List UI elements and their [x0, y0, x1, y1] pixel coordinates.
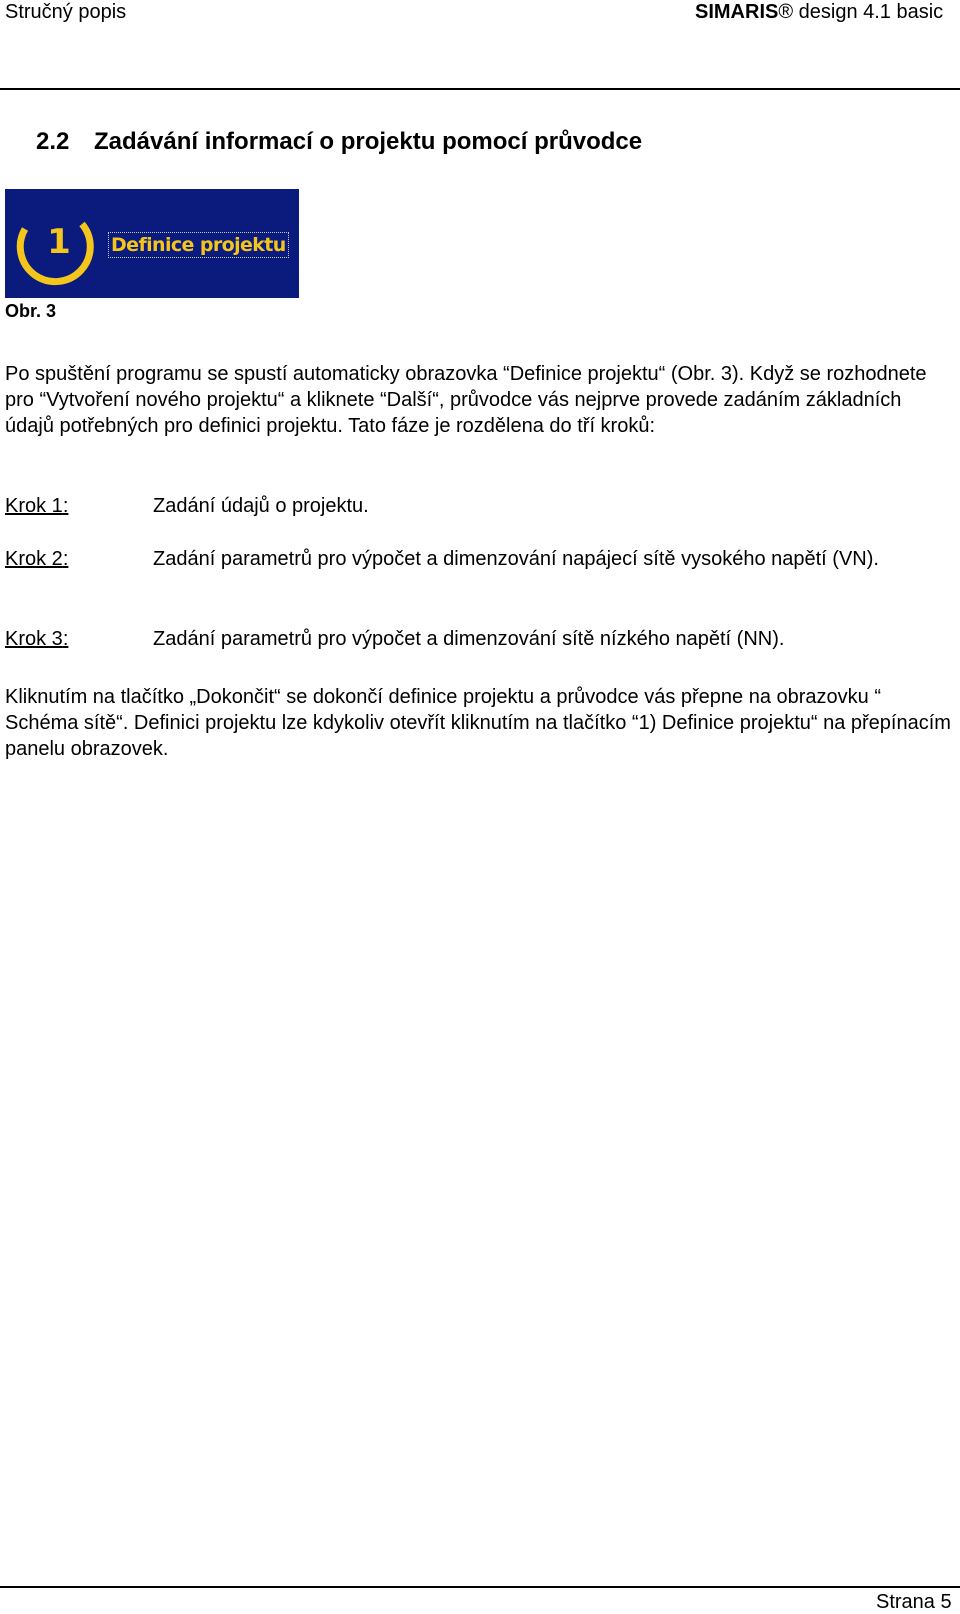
header-product-brand: SIMARIS — [695, 1, 779, 23]
section-title: Zadávání informací o projektu pomocí průvodce — [94, 128, 643, 155]
figure-label: Definice projektu — [108, 232, 289, 258]
intro-paragraph: Po spuštění programu se spustí automaticky obrazovka “Definice projektu“ (Obr. 3). Když se rozhodnete pro “Vytvoření nového projektu“ a kliknete “Další“, průvodce vás nejprve provede zadáním základních údajů potřebných pro definici projektu. Tato fáze je rozdělena do tří kroků: — [5, 363, 927, 437]
step-label: Krok 2: — [5, 548, 69, 570]
closing-paragraph: Kliknutím na tlačítko „Dokončit“ se dokončí definice projektu a průvodce vás přepne na obrazovku “ Schéma sítě“. Definici projektu lze kdykoliv otevřít kliknutím na tlačítko “1) Definice projektu“ na přepínacím panelu obrazovek. — [5, 686, 951, 760]
footer-divider — [0, 1586, 960, 1588]
step-label-text: Krok 3 — [5, 628, 63, 650]
figure-definice-projektu-button — [5, 189, 299, 298]
step-label-text: Krok 2 — [5, 548, 63, 570]
step-description: Zadání parametrů pro výpočet a dimenzování napájecí sítě vysokého napětí (VN). — [153, 548, 879, 570]
step-circle-number: 1 — [47, 222, 71, 262]
header-divider — [0, 88, 960, 90]
figure-caption: Obr. 3 — [5, 301, 57, 321]
header-product-name — [695, 0, 943, 24]
header-document-title: Stručný popis — [5, 1, 127, 23]
step-label: Krok 1: — [5, 495, 69, 517]
step-label: Krok 3: — [5, 628, 69, 650]
page-number: Strana 5 — [876, 1591, 952, 1613]
step-label-text: Krok 1 — [5, 495, 63, 517]
section-number: 2.2 — [36, 128, 70, 155]
step-description: Zadání parametrů pro výpočet a dimenzování sítě nízkého napětí (NN). — [153, 628, 785, 650]
section-heading — [36, 128, 642, 156]
step-description: Zadání údajů o projektu. — [153, 495, 369, 517]
header-product-version: ® design 4.1 basic — [778, 1, 944, 23]
